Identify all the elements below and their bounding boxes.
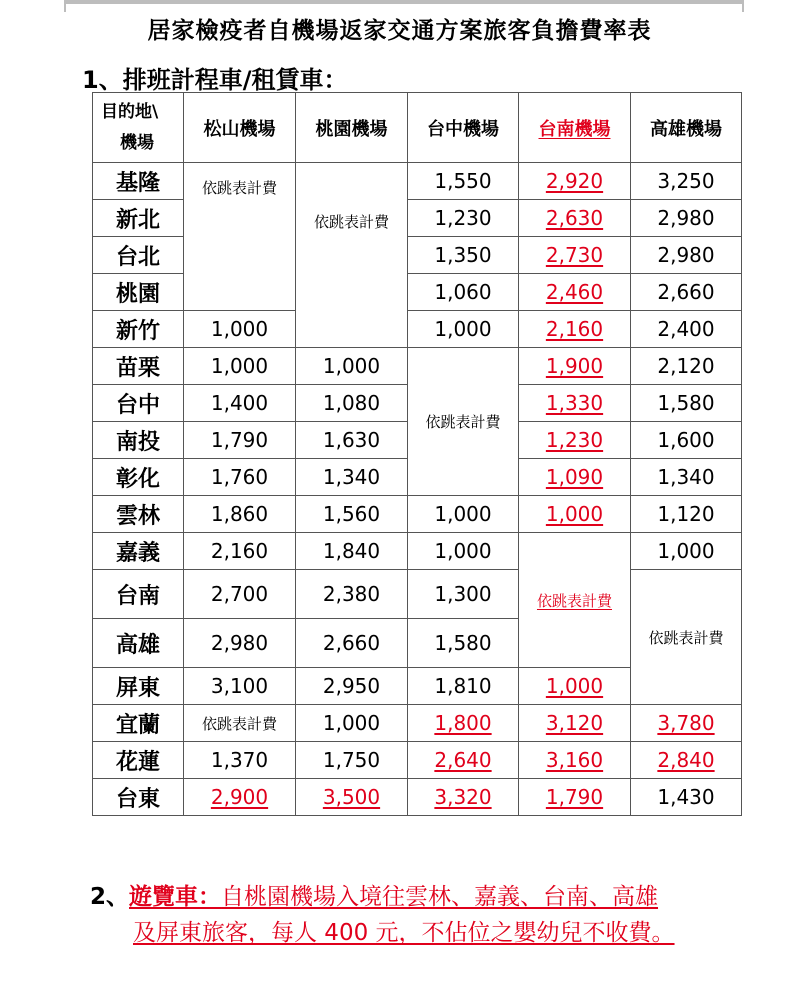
fare-cell: 1,000	[408, 496, 519, 533]
table-row	[93, 570, 742, 619]
fare-cell: 1,750	[296, 742, 408, 779]
meter-cell-taichung: 依跳表計費	[408, 348, 519, 496]
fare-cell: 1,230	[519, 422, 631, 459]
meter-cell-songshan-yilan: 依跳表計費	[184, 705, 296, 742]
fare-cell: 2,980	[631, 200, 742, 237]
fare-cell: 2,380	[296, 570, 408, 619]
page-title: 居家檢疫者自機場返家交通方案旅客負擔費率表	[147, 18, 652, 44]
fare-cell: 1,230	[408, 200, 519, 237]
fare-cell: 1,000	[184, 311, 296, 348]
fare-cell: 1,900	[519, 348, 631, 385]
dest-cell: 屏東	[93, 668, 184, 705]
dest-cell: 台南	[93, 570, 184, 619]
fare-cell: 1,000	[408, 533, 519, 570]
meter-cell-tainan: 依跳表計費	[519, 533, 631, 668]
table-row	[93, 779, 742, 816]
dest-cell: 彰化	[93, 459, 184, 496]
fare-cell: 2,160	[184, 533, 296, 570]
fare-cell: 2,120	[631, 348, 742, 385]
fare-cell: 2,900	[184, 779, 296, 816]
fare-cell: 1,340	[296, 459, 408, 496]
fare-cell: 2,980	[184, 619, 296, 668]
dest-cell: 台北	[93, 237, 184, 274]
fare-cell: 1,600	[631, 422, 742, 459]
table-row	[93, 348, 742, 385]
fare-cell: 1,300	[408, 570, 519, 619]
fare-cell: 1,350	[408, 237, 519, 274]
section-1-heading: 1、排班計程車/租賃車：	[82, 66, 348, 94]
dest-cell: 桃園	[93, 274, 184, 311]
fare-cell: 1,430	[631, 779, 742, 816]
section-2-line-2	[90, 915, 675, 951]
fare-cell: 2,660	[296, 619, 408, 668]
meter-cell-taoyuan: 依跳表計費	[296, 163, 408, 348]
fare-cell: 1,000	[408, 311, 519, 348]
dest-cell: 宜蘭	[93, 705, 184, 742]
dest-cell: 台中	[93, 385, 184, 422]
dest-cell: 新北	[93, 200, 184, 237]
fare-cell: 3,320	[408, 779, 519, 816]
fare-cell: 2,400	[631, 311, 742, 348]
meter-cell-kaohsiung: 依跳表計費	[631, 570, 742, 705]
fare-cell: 2,840	[631, 742, 742, 779]
dest-cell: 花蓮	[93, 742, 184, 779]
fare-cell: 1,860	[184, 496, 296, 533]
fare-cell: 1,000	[631, 533, 742, 570]
top-border-line	[66, 0, 742, 4]
dest-cell: 嘉義	[93, 533, 184, 570]
table-row	[93, 705, 742, 742]
fare-cell: 3,120	[519, 705, 631, 742]
fare-cell: 2,630	[519, 200, 631, 237]
fare-cell: 2,160	[519, 311, 631, 348]
corner-header-cell	[93, 93, 184, 163]
dest-cell: 苗栗	[93, 348, 184, 385]
fare-cell: 2,640	[408, 742, 519, 779]
fare-cell: 1,330	[519, 385, 631, 422]
fare-cell: 1,550	[408, 163, 519, 200]
fare-cell: 1,790	[519, 779, 631, 816]
section-2-tour-bus	[90, 879, 675, 951]
fare-cell: 2,700	[184, 570, 296, 619]
fare-cell: 1,760	[184, 459, 296, 496]
fare-cell: 1,580	[408, 619, 519, 668]
section-2-line-1	[90, 879, 675, 915]
fare-cell: 1,000	[519, 668, 631, 705]
col-header-taichung: 台中機場	[408, 93, 519, 163]
fare-cell: 1,000	[296, 705, 408, 742]
meter-cell-songshan: 依跳表計費	[184, 163, 296, 311]
fare-cell: 3,250	[631, 163, 742, 200]
fare-cell: 2,660	[631, 274, 742, 311]
fare-cell: 1,580	[631, 385, 742, 422]
fare-cell: 1,090	[519, 459, 631, 496]
dest-cell: 台東	[93, 779, 184, 816]
fare-cell: 3,780	[631, 705, 742, 742]
fare-cell: 2,950	[296, 668, 408, 705]
fare-cell: 1,560	[296, 496, 408, 533]
section-2-text-2: 及屏東旅客，每人 400 元，不佔位之嬰幼兒不收費。	[133, 920, 675, 946]
header-row	[93, 93, 742, 163]
fare-cell: 1,000	[184, 348, 296, 385]
col-header-tainan: 台南機場	[519, 93, 631, 163]
section-2-label: 遊覽車：	[129, 884, 222, 910]
col-header-taoyuan: 桃園機場	[296, 93, 408, 163]
fare-table	[92, 92, 742, 816]
dest-cell: 新竹	[93, 311, 184, 348]
fare-cell: 1,840	[296, 533, 408, 570]
col-header-kaohsiung: 高雄機場	[631, 93, 742, 163]
fare-cell: 3,500	[296, 779, 408, 816]
fare-cell: 1,400	[184, 385, 296, 422]
fare-cell: 3,100	[184, 668, 296, 705]
table-row	[93, 742, 742, 779]
fare-cell: 2,980	[631, 237, 742, 274]
fare-cell: 1,060	[408, 274, 519, 311]
section-2-text-1: 自桃園機場入境往雲林、嘉義、台南、高雄	[221, 884, 659, 910]
dest-cell: 基隆	[93, 163, 184, 200]
fare-cell: 1,080	[296, 385, 408, 422]
fare-cell: 2,730	[519, 237, 631, 274]
fare-cell: 1,790	[184, 422, 296, 459]
corner-line-2: 機場	[120, 132, 154, 153]
fare-cell: 1,000	[296, 348, 408, 385]
fare-cell: 2,920	[519, 163, 631, 200]
fare-cell: 1,810	[408, 668, 519, 705]
fare-cell: 1,000	[519, 496, 631, 533]
fare-cell: 1,800	[408, 705, 519, 742]
corner-line-1: 目的地\	[101, 101, 159, 122]
section-2-number: 2、	[90, 884, 130, 910]
table-row	[93, 533, 742, 570]
fare-cell: 1,630	[296, 422, 408, 459]
fare-cell: 1,370	[184, 742, 296, 779]
dest-cell: 雲林	[93, 496, 184, 533]
table-row	[93, 163, 742, 200]
dest-cell: 高雄	[93, 619, 184, 668]
fare-cell: 2,460	[519, 274, 631, 311]
table-row	[93, 496, 742, 533]
table-row	[93, 311, 742, 348]
fare-cell: 1,340	[631, 459, 742, 496]
fare-cell: 1,120	[631, 496, 742, 533]
col-header-songshan: 松山機場	[184, 93, 296, 163]
dest-cell: 南投	[93, 422, 184, 459]
fare-cell: 3,160	[519, 742, 631, 779]
